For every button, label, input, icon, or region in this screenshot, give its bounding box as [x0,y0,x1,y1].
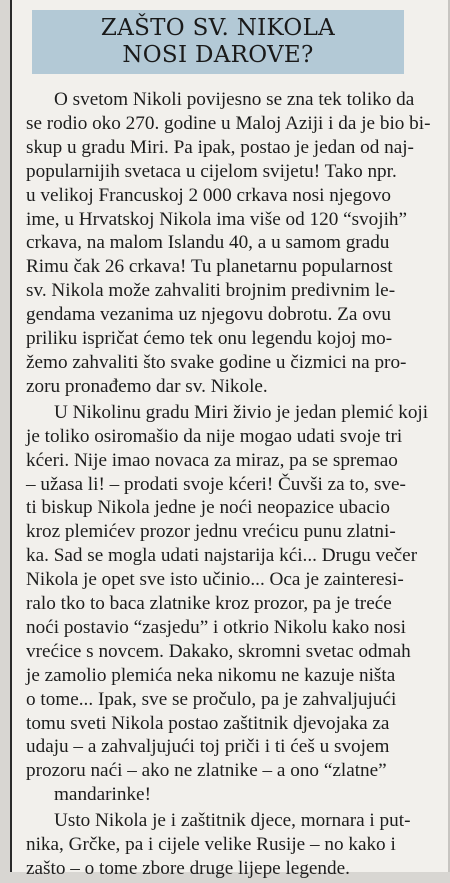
title-box [32,10,404,74]
paragraph-2 [26,401,430,807]
text-line: sv. Nikola može zahvaliti brojnim predivnim le- [26,280,396,302]
text-line: O svetom Nikoli povijesno se zna tek toliko da [54,89,415,110]
text-line: ime, u Hrvatskoj Nikola ima više od 120 “svojih” [26,208,408,230]
magazine-page [10,0,450,879]
text-line: priliku ispričat ćemo tek onu legendu kojoj mo- [26,328,393,350]
text-line: ti biskup Nikola jedne je noći neopazice ubacio [26,497,390,519]
text-line: kćeri. Nije imao novaca za miraz, pa se spremao [26,449,398,471]
text-line: ralo tko to baca zlatnike kroz prozor, pa je treće [26,593,392,615]
text-line: se rodio oko 270. godine u Maloj Aziji i da je bio bi- [26,112,431,134]
paragraph-1 [26,88,430,399]
text-line: kroz plemićev prozor jednu vrećicu punu zlatni- [26,521,396,543]
article-body [26,88,430,883]
text-line: Usto Nikola je i zaštitnik djece, mornara i put- [54,810,411,832]
text-line: ka. Sad se mogla udati najstarija kći... Drugu večer [26,545,418,567]
text-line: udaju – a zahvaljujući toj priči i ti ćeš u svojem [26,736,390,758]
paragraph-3 [26,809,430,881]
title-line-2: NOSI DAROVE? [122,42,314,68]
text-line: je zamolio plemića neka nikomu ne kazuje ništa [26,664,396,686]
text-line: – užasa li! – prodati svoje kćeri! Čuvši za to, sve- [26,473,406,495]
text-line: skup u gradu Miri. Pa ipak, postao je jedan od naj- [26,136,414,158]
text-line: tomu sveti Nikola postao zaštitnik djevojaka za [26,712,390,734]
text-line: zoru pronađemo dar sv. Nikole. [26,375,268,397]
text-line: vrećice s novcem. Dakako, skromni svetac odmah [26,640,411,662]
text-line: Rimu čak 26 crkava! Tu planetarnu popularnost [26,256,393,278]
text-line: prozoru naći – ako ne zlatnike – a ono “zlatne” [26,760,387,782]
text-line: gendama vezanima uz njegovu dobrotu. Za ovu [26,304,391,326]
title-line-1: ZAŠTO SV. NIKOLA [100,15,336,41]
left-border-line [10,0,12,872]
text-line: je toliko osiromašio da nije mogao udati svoje tri [26,425,403,447]
text-line: zašto – o tome zbore druge lijepe legende. [26,858,350,879]
text-line: mandarinke! [54,784,151,806]
text-line: U Nikolinu gradu Miri živio je jedan plemić koji [54,401,429,423]
text-line: nika, Grčke, pa i cijele velike Rusije – no kako i [26,834,396,856]
text-line: noći postavio “zasjedu” i otkrio Nikolu kako nosi [26,616,406,638]
text-line: o tome... Ipak, sve se pročulo, pa je zahvaljujući [26,688,397,710]
text-line: žemo zahvaliti što svake godine u čizmici na pro- [26,351,407,373]
text-line: Nikola je opet sve isto učinio... Oca je zainteresi- [26,569,404,591]
text-line: popularnijih svetaca u cijelom svijetu! Tako npr. [26,160,397,182]
text-line: crkava, na malom Islandu 40, a u samom gradu [26,232,390,254]
text-line: u velikoj Francuskoj 2 000 crkava nosi njegovo [26,184,392,206]
